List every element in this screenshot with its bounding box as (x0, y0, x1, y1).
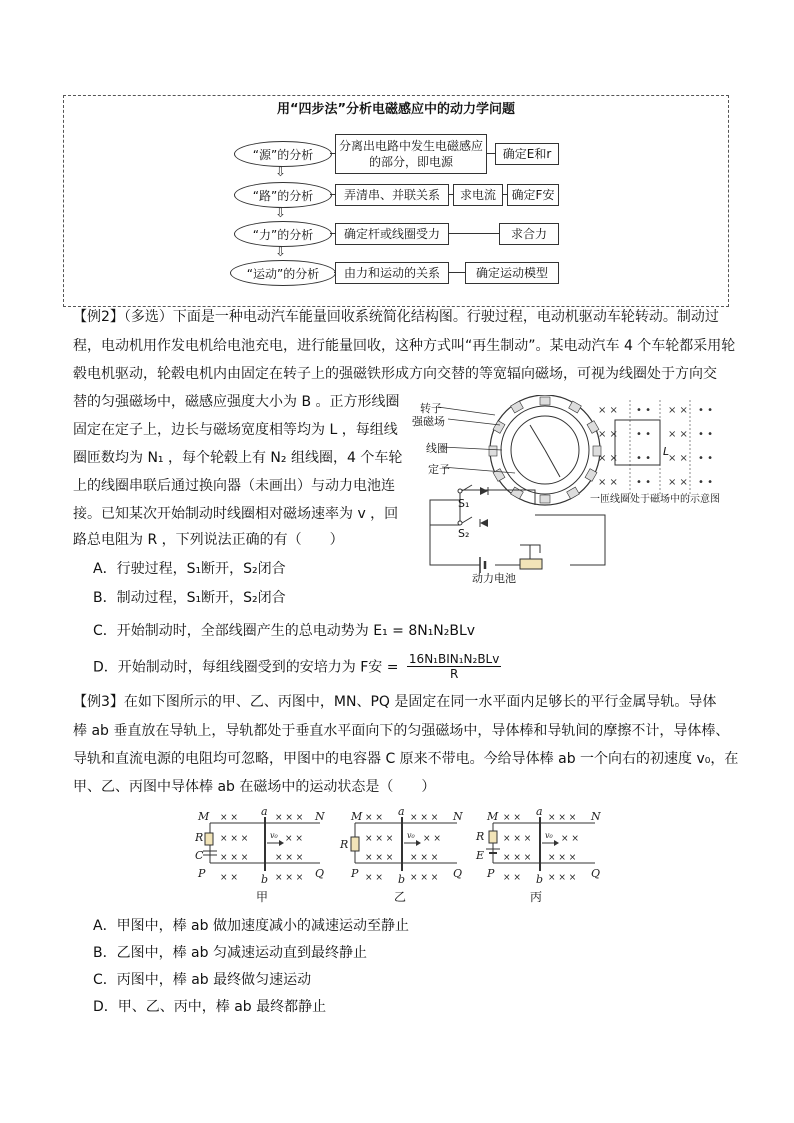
box-source-2: 确定E和r (495, 143, 559, 165)
rail-figures (195, 805, 605, 885)
box-circuit-2: 求电流 (453, 184, 503, 206)
svg-text:× ×: × × (365, 813, 383, 823)
box-circuit-3: 确定F安 (507, 184, 559, 206)
svg-text:M: M (198, 810, 210, 823)
svg-text:C: C (195, 849, 204, 862)
ex3-option-b: B．乙图中，棒 ab 匀减速运动直到最终静止 (93, 945, 367, 961)
ex2-line-6: 圈匝数均为 N₁ ，每个轮毂上有 N₂ 组线圈，4 个车轮 (73, 450, 403, 466)
ex3-option-c: C．丙图中，棒 ab 最终做匀速运动 (93, 972, 312, 988)
svg-text:× ×: × × (503, 813, 521, 823)
svg-text:P: P (351, 867, 359, 880)
oval-source: “源”的分析 (234, 141, 332, 167)
label-L: L (663, 445, 670, 458)
svg-text:v₀: v₀ (407, 831, 415, 840)
ex2-line-2: 程，电动机用作发电机给电池充电，进行能量回收，这种方式叫“再生制动”。某电动汽车 4 个车轮都采用轮 (73, 338, 736, 354)
ex2-option-b: B．制动过程，S₁断开，S₂闭合 (93, 590, 286, 606)
label-s2: S₂ (458, 527, 470, 540)
ex3-option-d: D．甲、乙、丙中，棒 ab 最终都静止 (93, 999, 327, 1015)
method-box (63, 95, 729, 307)
svg-text:× ×: × × (668, 429, 688, 440)
ex2-option-d-prefix: D．开始制动时，每组线圈受到的安培力为 F安 = (93, 659, 399, 676)
svg-text:× ×: × × (561, 834, 579, 844)
ex2-line-5: 固定在定子上，边长与磁场宽度相等均为 L ，每组线 (73, 422, 398, 438)
svg-text:N: N (453, 810, 463, 823)
box-force-2: 求合力 (499, 223, 559, 245)
svg-text:• •: • • (636, 453, 651, 464)
svg-text:× × ×: × × × (365, 834, 394, 844)
svg-text:× ×: × × (598, 429, 618, 440)
svg-text:Q: Q (591, 867, 601, 880)
svg-text:P: P (487, 867, 495, 880)
svg-text:Q: Q (315, 867, 325, 880)
method-box-title: 用“四步法”分析电磁感应中的动力学问题 (276, 102, 516, 117)
svg-text:× ×: × × (598, 477, 618, 488)
ex3-line-3: 导轨和直流电源的电阻均可忽略，甲图中的电容器 C 原来不带电。今给导体棒 ab 一个向右的初速度 v₀，在 (73, 751, 739, 767)
svg-text:b: b (261, 873, 269, 885)
ex2-line-7: 上的线圈串联后通过换向器（未画出）与动力电池连 (73, 478, 395, 494)
ex3-line-2: 棒 ab 垂直放在导轨上，导轨都处于垂直水平面向下的匀强磁场中，导体棒和导轨间的摩擦不计，导体棒、 (73, 723, 730, 739)
svg-text:× ×: × × (503, 873, 521, 883)
svg-text:× ×: × × (365, 873, 383, 883)
fraction-numerator: 16N₁BIN₁N₂BLv (408, 652, 500, 666)
svg-text:× ×: × × (598, 405, 618, 416)
svg-text:• •: • • (636, 429, 651, 440)
ex2-line-4: 替的匀强磁场中，磁感应强度大小为 B 。正方形线圈 (73, 394, 400, 410)
svg-text:× ×: × × (668, 405, 688, 416)
svg-text:× × ×: × × × (410, 873, 439, 883)
svg-text:× × ×: × × × (548, 853, 577, 863)
box-circuit-1: 弄清串、并联关系 (335, 184, 449, 206)
caption-yi: 乙 (394, 890, 407, 904)
svg-text:× ×: × × (423, 834, 441, 844)
ex2-line-3: 毂电机驱动，轮毂电机内由固定在转子上的强磁铁形成方向交替的等宽辐向磁场，可视为线圈处于方向交 (73, 366, 717, 382)
svg-text:v₀: v₀ (270, 831, 278, 840)
svg-text:M: M (351, 810, 363, 823)
caption-bing: 丙 (530, 890, 543, 904)
svg-text:E: E (476, 849, 485, 862)
label-coil: 线圈 (426, 442, 448, 455)
svg-text:× × ×: × × × (410, 813, 439, 823)
down-arrow-icon: ⇩ (275, 245, 286, 260)
ex3-line-4: 甲、乙、丙图中导体棒 ab 在磁场中的运动状态是（ ） (73, 779, 436, 795)
down-arrow-icon: ⇩ (275, 165, 286, 180)
svg-text:N: N (591, 810, 601, 823)
svg-text:R: R (195, 831, 204, 844)
box-motion-1: 由力和运动的关系 (335, 262, 449, 284)
svg-text:b: b (536, 873, 544, 885)
svg-text:× × ×: × × × (365, 853, 394, 863)
svg-text:• •: • • (698, 429, 713, 440)
caption-jia: 甲 (256, 890, 269, 904)
svg-text:× × ×: × × × (275, 813, 304, 823)
svg-text:× × ×: × × × (275, 853, 304, 863)
svg-text:• •: • • (636, 477, 651, 488)
svg-text:• •: • • (636, 405, 651, 416)
svg-text:× × ×: × × × (220, 834, 249, 844)
ex2-option-c: C．开始制动时，全部线圈产生的总电动势为 E₁ = 8N₁N₂BLv (93, 623, 476, 639)
down-arrow-icon: ⇩ (275, 206, 286, 221)
ex2-option-a: A．行驶过程，S₁断开，S₂闭合 (93, 561, 286, 577)
label-battery: 动力电池 (472, 572, 516, 585)
svg-text:N: N (315, 810, 325, 823)
label-rotor: 转子 (420, 402, 442, 415)
svg-text:× ×: × × (598, 453, 618, 464)
field-caption: 一匝线圈处于磁场中的示意图 (590, 494, 720, 505)
svg-text:v₀: v₀ (545, 831, 553, 840)
svg-text:Q: Q (453, 867, 463, 880)
svg-text:b: b (398, 873, 406, 885)
svg-text:R: R (340, 838, 349, 851)
svg-text:× × ×: × × × (220, 853, 249, 863)
svg-text:× × ×: × × × (548, 873, 577, 883)
svg-text:× ×: × × (285, 834, 303, 844)
svg-text:P: P (198, 867, 206, 880)
ex3-option-a: A．甲图中，棒 ab 做加速度减小的减速运动至静止 (93, 918, 409, 934)
oval-force: “力”的分析 (234, 221, 332, 247)
svg-text:× × ×: × × × (503, 853, 532, 863)
oval-motion: “运动”的分析 (230, 260, 336, 286)
label-s1: S₁ (458, 497, 470, 510)
box-motion-2: 确定运动模型 (465, 262, 559, 284)
ex2-line-8: 接。已知某次开始制动时线圈相对磁场速率为 v ，回 (73, 506, 399, 522)
box-source-1: 分离出电路中发生电磁感应的部分，即电源 (335, 134, 487, 174)
svg-text:× × ×: × × × (503, 834, 532, 844)
ex2-line-9: 路总电阻为 R ，下列说法正确的有（ ） (73, 532, 344, 548)
field-grid (598, 400, 713, 495)
label-stator: 定子 (428, 463, 450, 476)
svg-text:a: a (261, 805, 268, 818)
svg-text:× ×: × × (668, 477, 688, 488)
svg-text:a: a (536, 805, 543, 818)
svg-text:× ×: × × (220, 873, 238, 883)
svg-text:M: M (487, 810, 499, 823)
fraction-denominator: R (449, 667, 459, 681)
svg-text:× × ×: × × × (548, 813, 577, 823)
oval-circuit: “路”的分析 (234, 182, 332, 208)
svg-text:× × ×: × × × (410, 853, 439, 863)
ex2-line-1: 【例2】（多选）下面是一种电动汽车能量回收系统简化结构图。行驶过程，电动机驱动车轮转动。制动过 (73, 309, 719, 325)
svg-text:R: R (476, 830, 485, 843)
svg-text:• •: • • (698, 477, 713, 488)
ex3-line-1: 【例3】在如下图所示的甲、乙、丙图中，MN、PQ 是固定在同一水平面内足够长的平行金属导轨。导体 (73, 694, 717, 710)
box-force-1: 确定杆或线圈受力 (335, 223, 449, 245)
label-magnet: 强磁场 (412, 415, 445, 428)
ex2-option-d (93, 652, 501, 681)
svg-text:× × ×: × × × (275, 873, 304, 883)
svg-text:• •: • • (698, 453, 713, 464)
svg-text:× ×: × × (668, 453, 688, 464)
fraction (407, 652, 501, 681)
svg-text:• •: • • (698, 405, 713, 416)
svg-text:× ×: × × (220, 813, 238, 823)
svg-text:a: a (398, 805, 405, 818)
